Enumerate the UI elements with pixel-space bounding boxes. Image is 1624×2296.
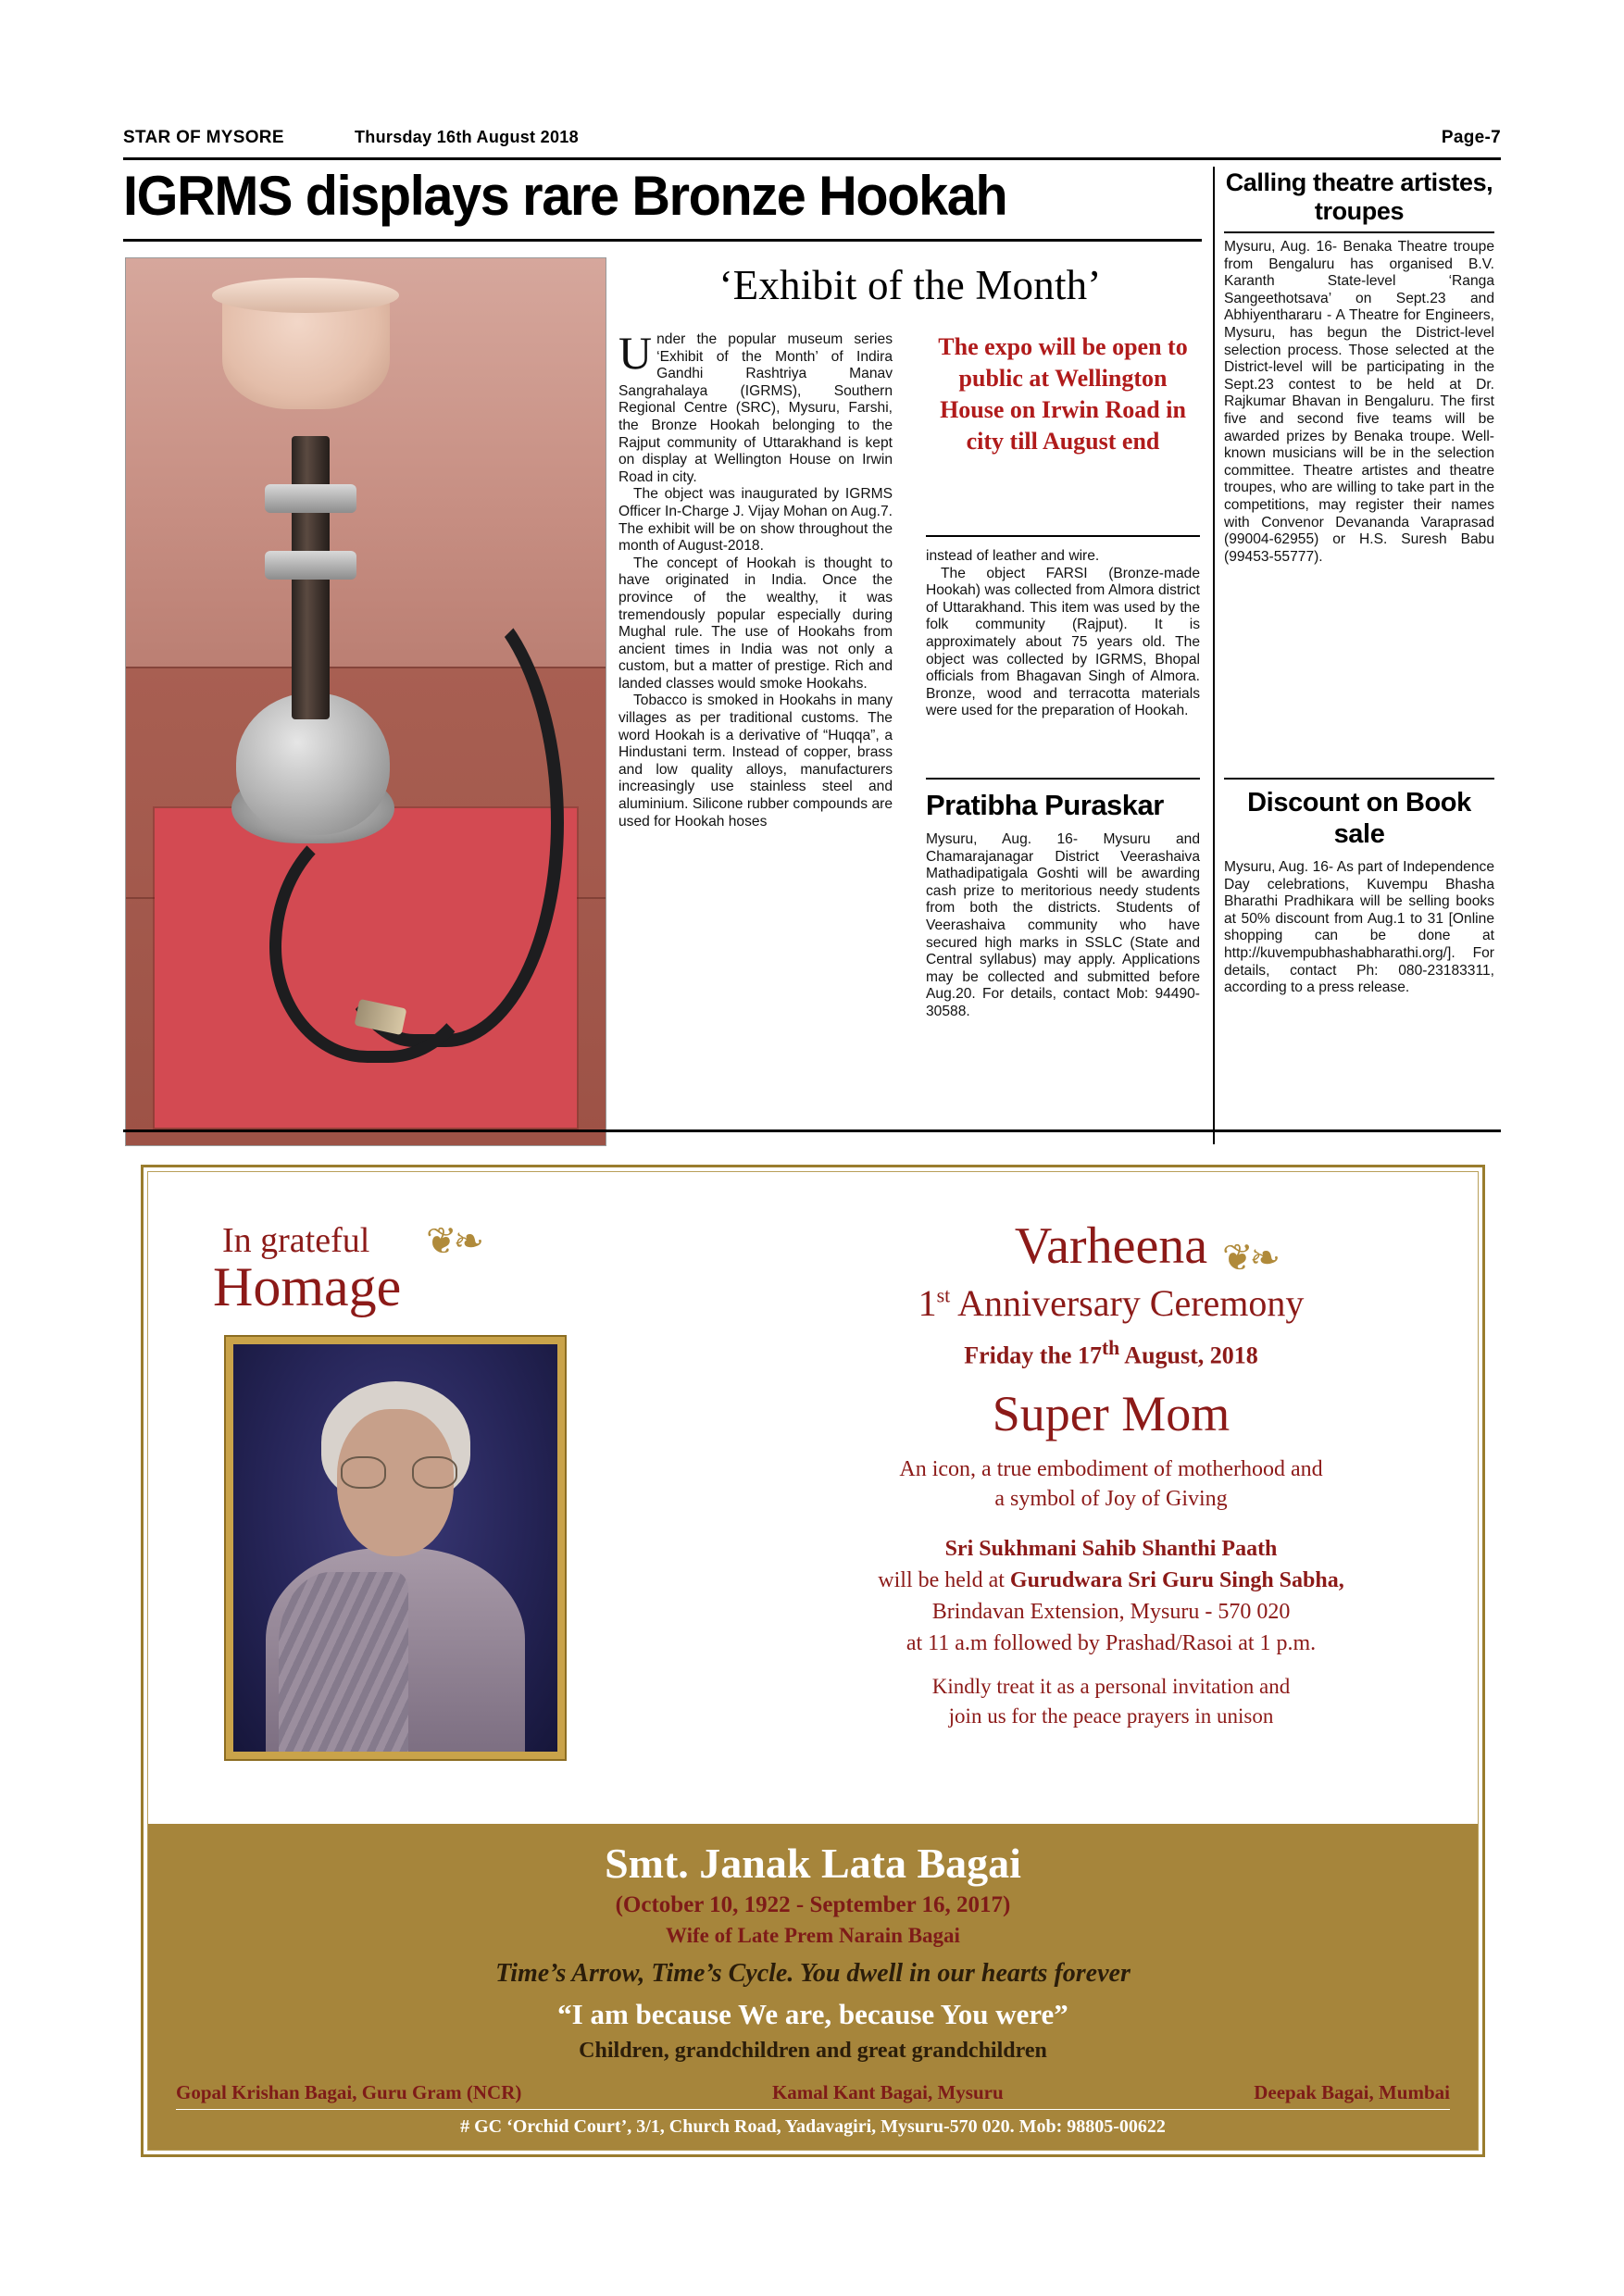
drop-cap: U (618, 327, 653, 379)
portrait-saree (279, 1572, 408, 1752)
hookah-photo (125, 257, 606, 1146)
theatre-divider (1224, 231, 1494, 233)
deceased-relation: Wife of Late Prem Narain Bagai (666, 1924, 960, 1947)
pratibha-heading: Pratibha Puraskar (926, 789, 1164, 821)
headline-divider (123, 239, 1202, 242)
invite-line-1: Kindly treat it as a personal invitation and (931, 1675, 1291, 1698)
pull-quote: The expo will be open to public at Wellington House on Irwin Road in city till August end (938, 333, 1188, 455)
ad-super-mom: Super Mom (992, 1386, 1230, 1441)
invite-line-2: join us for the peace prayers in unison (948, 1704, 1274, 1728)
issue-date: Thursday 16th August 2018 (355, 128, 579, 146)
ad-varheena-title: Varheena (1014, 1217, 1208, 1275)
ad-invitation (787, 1672, 1435, 1731)
anniversary-text: Anniversary Ceremony (957, 1282, 1305, 1324)
paper-name: STAR OF MYSORE (123, 128, 284, 147)
event-date-prefix: Friday the 17 (964, 1341, 1102, 1369)
ad-anniversary-line (787, 1281, 1435, 1325)
theatre-body (1224, 239, 1494, 566)
booksale-heading (1224, 787, 1494, 850)
ad-lower-panel (148, 1824, 1478, 2150)
lead-deck: ‘Exhibit of the Month’ (718, 262, 1102, 308)
event-date-rest: August, 2018 (1119, 1341, 1258, 1369)
icon-line-2: a symbol of Joy of Giving (994, 1487, 1228, 1511)
flourish-ornament-icon: ❦❧ (1222, 1238, 1278, 1279)
page-number: Page-7 (1441, 128, 1501, 147)
ad-in-grateful: In grateful (222, 1221, 370, 1260)
deceased-dates: (October 10, 1922 - September 16, 2017) (615, 1892, 1011, 1917)
ad-inner-frame (147, 1171, 1479, 2151)
icon-line-1: An icon, a true embodiment of motherhood and (899, 1457, 1323, 1481)
memorial-children: Children, grandchildren and great grandchildren (579, 2039, 1047, 2063)
memorial-quote-1: Time’s Arrow, Time’s Cycle. You dwell in our hearts forever (495, 1959, 1131, 1988)
deceased-portrait (226, 1337, 565, 1759)
portrait-glasses-left (341, 1456, 387, 1489)
signer-left: Gopal Krishan Bagai, Guru Gram (NCR) (176, 2081, 522, 2103)
ad-paath-details (787, 1533, 1435, 1659)
memorial-quote-2: “I am because We are, because You were” (557, 1998, 1068, 2030)
ad-upper-panel (148, 1172, 1478, 1828)
theatre-heading (1224, 168, 1494, 226)
lead-paragraph: The concept of Hookah is thought to have originated in India. Once the province of the wealthy, it was tremendously popular especially during Mughal rule. The use of Hookahs from ancient times in India was not only a custom, but a matter of prestige. Rich and landed classes would smoke Hookahs. (618, 555, 893, 692)
signer-divider (176, 2109, 1450, 2110)
anniversary-ordinal-suffix: st (936, 1283, 951, 1307)
paath-venue-name: Gurudwara Sri Guru Singh Sabha, (1009, 1568, 1344, 1592)
memorial-advertisement (141, 1165, 1485, 2157)
lead-column-2 (926, 548, 1200, 720)
ad-event-date (787, 1337, 1435, 1370)
theatre-heading-text: Calling theatre artistes, troupes (1225, 168, 1493, 225)
section-divider (926, 778, 1200, 780)
lead-headline: IGRMS displays rare Bronze Hookah (123, 165, 1007, 227)
pratibha-paragraph: Mysuru, Aug. 16- Mysuru and Chamarajanagar District Veerashaiva Mathadipatigala Goshti will be awarding cash prize to meritorious needy students from both the districts. Students of Veerashaiva community who have secured high marks in SSLC (State and Central syllabus) may apply. Applications may be collected and submitted before Aug.20. For details, contact Mob: 94490-30588. (926, 831, 1200, 1019)
booksale-heading-text: Discount on Book sale (1247, 788, 1471, 849)
signer-middle: Kamal Kant Bagai, Mysuru (771, 2081, 1004, 2103)
lead-headline-container (123, 167, 1202, 225)
booksale-divider-top (1224, 778, 1494, 780)
column-rule (1213, 167, 1215, 1144)
masthead (123, 128, 1501, 148)
flourish-ornament-icon: ❦❧ (426, 1221, 481, 1262)
booksale-body (1224, 859, 1494, 997)
lead-paragraph: The object FARSI (Bronze-made Hookah) was collected from Almora district of Uttarakhand. This item was used by the folk community (Rajput). It is approximately about 75 years old. The object was collected by IGRMS, Bhopal officials from Bhagavan Singh of Almora. Bronze, wood and terracotta materials were used for the preparation of Hookah. (926, 565, 1200, 719)
lead-paragraph-text: nder the popular museum series ‘Exhibit of the Month’ of Indira Gandhi Rashtriya Manav Sangrahalaya (IGRMS), Southern Regional Centre (SRC), Mysuru, Farshi, the Bronze Hookah belonging to the Rajput community of Uttarakhand is kept on display at Wellington House on Irwin Road in city. (618, 331, 893, 485)
ad-icon-lines (787, 1454, 1435, 1514)
theatre-paragraph: Mysuru, Aug. 16- Benaka Theatre troupe from Bengaluru has organised B.V. Karanth State-level ‘Ranga Sangeethotsava’ on Sept.23 and Abhiyenthararu - A Theatre for Engineers, Mysuru, has begun the District-level selection process. Those selected at the District-level will be participating in the Sept.23 contest to be held at Dr. Rajkumar Bhavan in Bengaluru. The first five and second five teams will be awarded prizes by Benaka troupe. Well-known musicians will be in the selection committee. Theatre artistes and theatre troupes, who are willing to take part in the competitions, may register their names with Convenor Devananda Varaprasad (99004-62955) or H.S. Suresh Babu (99453-55777). (1224, 239, 1494, 565)
lead-paragraph: instead of leather and wire. (926, 548, 1100, 564)
pull-quote-divider (926, 535, 1200, 537)
lead-column-1 (618, 327, 893, 830)
lead-paragraph (618, 327, 893, 486)
paath-title: Sri Sukhmani Sahib Shanthi Paath (944, 1537, 1278, 1561)
paath-venue-prefix: will be held at (878, 1568, 1010, 1592)
memorial-address: # GC ‘Orchid Court’, 3/1, Church Road, Yadavagiri, Mysuru-570 020. Mob: 98805-00622 (460, 2116, 1166, 2137)
deceased-name: Smt. Janak Lata Bagai (605, 1840, 1021, 1887)
signer-right: Deepak Bagai, Mumbai (1254, 2081, 1450, 2103)
memorial-signers (176, 2081, 1450, 2104)
paath-time: at 11 a.m followed by Prashad/Rasoi at 1 p.m. (906, 1631, 1317, 1655)
hookah-collar (265, 551, 356, 580)
ad-homage: Homage (213, 1256, 402, 1317)
lead-paragraph: Tobacco is smoked in Hookahs in many villages as per traditional customs. The word Hookah is a derivative of “Huqqa”, a Hindustani term. Instead of copper, brass and low quality alloys, manufacturers increasingly use stainless steel and aluminium. Silicone rubber compounds are used for Hookah hoses (618, 693, 893, 830)
anniversary-ordinal: 1 (918, 1282, 937, 1324)
paath-venue-line (787, 1565, 1435, 1596)
masthead-divider (123, 157, 1501, 160)
hookah-collar (265, 484, 356, 513)
lead-paragraph: The object was inaugurated by IGRMS Officer In-Charge J. Vijay Mohan on Aug.7. The exhibit will be on show throughout the month of August-2018. (618, 486, 893, 555)
event-date-suffix: th (1101, 1337, 1120, 1359)
booksale-paragraph: Mysuru, Aug. 16- As part of Independence Day celebrations, Kuvempu Bhasha Bharathi Pradhikara will be selling books at 50% discount from Aug.1 to 31 [Online shopping can be done at http://kuvempubhashabharathi.org/]. For details, contact Ph: 080-23183311, according to a press release. (1224, 859, 1494, 996)
bottom-section-divider (123, 1129, 1501, 1132)
pratibha-body (926, 831, 1200, 1021)
paath-address: Brindavan Extension, Mysuru - 570 020 (931, 1600, 1291, 1624)
portrait-glasses-right (412, 1456, 458, 1489)
